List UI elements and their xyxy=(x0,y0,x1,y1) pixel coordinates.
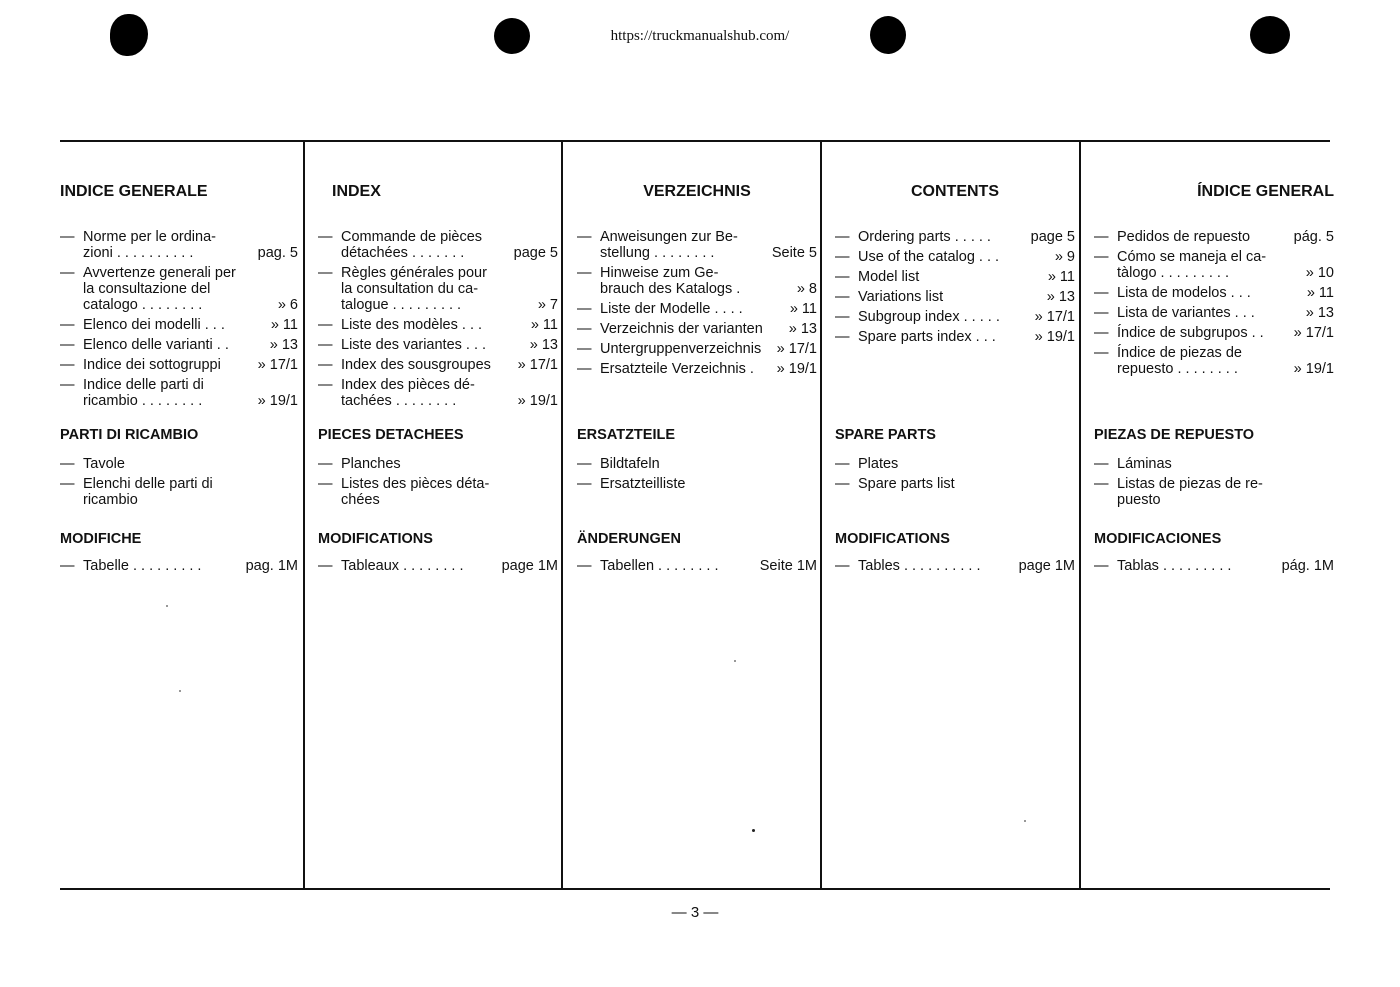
toc-entry xyxy=(318,377,558,409)
entry-text: Model list xyxy=(858,269,920,285)
entry-page-ref: » 19/1 xyxy=(1034,329,1075,345)
entry-page-ref: » 13 xyxy=(788,321,817,337)
entry-dash: — xyxy=(60,317,75,333)
scan-speck xyxy=(179,690,181,692)
entry-dash: — xyxy=(318,317,333,333)
entry-text: Tableaux . . . . . . . . xyxy=(341,558,464,574)
entry-page-ref: page 5 xyxy=(1030,229,1075,245)
entry-text: la consultation du ca- xyxy=(341,281,479,297)
entry-page-ref: » 17/1 xyxy=(517,357,558,373)
entry-dash: — xyxy=(835,249,850,265)
entry-dash: — xyxy=(60,476,75,492)
scan-speck xyxy=(752,829,755,832)
toc-entry xyxy=(60,558,298,574)
entry-dash: — xyxy=(577,229,592,245)
toc-entry xyxy=(577,265,817,297)
column-2 xyxy=(318,141,558,889)
entry-page-ref: » 11 xyxy=(789,301,817,317)
entry-text: Index des sousgroupes xyxy=(341,357,491,373)
toc-entry xyxy=(835,329,1075,345)
entry-text: Planches xyxy=(341,456,401,472)
toc-entry xyxy=(577,476,817,492)
entry-page-ref: pág. 1M xyxy=(1281,558,1334,574)
entry-dash: — xyxy=(577,476,592,492)
entry-dash: — xyxy=(60,558,75,574)
entry-text: Avvertenze generali per xyxy=(83,265,236,281)
entry-text: Plates xyxy=(858,456,899,472)
toc-entry xyxy=(835,558,1075,574)
toc-entry xyxy=(835,249,1075,265)
modifications-heading: MODIFICATIONS xyxy=(835,531,950,547)
entry-dash: — xyxy=(1094,345,1109,361)
entry-dash: — xyxy=(835,456,850,472)
entry-text: ricambio xyxy=(83,492,138,508)
toc-entry xyxy=(318,357,558,373)
entry-dash: — xyxy=(1094,305,1109,321)
entry-text: Hinweise zum Ge- xyxy=(600,265,719,281)
entry-dash: — xyxy=(835,309,850,325)
entry-text: Pedidos de repuesto xyxy=(1117,229,1251,245)
toc-entry xyxy=(1094,229,1334,245)
entry-text: Tabelle . . . . . . . . . xyxy=(83,558,202,574)
entry-dash: — xyxy=(1094,249,1109,265)
entry-text: Tables . . . . . . . . . . xyxy=(858,558,981,574)
toc-entry xyxy=(60,317,298,333)
toc-entry xyxy=(577,301,817,317)
entry-page-ref: » 11 xyxy=(1047,269,1075,285)
entry-dash: — xyxy=(577,361,592,377)
toc-entry xyxy=(835,309,1075,325)
toc-entry xyxy=(1094,285,1334,301)
parts-heading: PIEZAS DE REPUESTO xyxy=(1094,427,1255,443)
entry-text: Elenchi delle parti di xyxy=(83,476,213,492)
column-divider-4 xyxy=(1079,141,1081,889)
entry-dash: — xyxy=(318,337,333,353)
toc-entry xyxy=(318,317,558,333)
entry-text: Indice delle parti di xyxy=(83,377,204,393)
entry-dash: — xyxy=(835,329,850,345)
entry-page-ref: page 5 xyxy=(513,245,558,261)
entry-dash: — xyxy=(318,229,333,245)
page-number: — 3 — xyxy=(671,904,719,921)
toc-entry xyxy=(577,321,817,337)
entry-page-ref: » 6 xyxy=(277,297,298,313)
entry-page-ref: page 1M xyxy=(1018,558,1075,574)
toc-entry xyxy=(835,476,1075,492)
toc-entry xyxy=(318,558,558,574)
entry-page-ref: » 9 xyxy=(1054,249,1075,265)
entry-text: Index des pièces dé- xyxy=(341,377,475,393)
toc-entry xyxy=(835,229,1075,245)
toc-entry xyxy=(577,341,817,357)
entry-dash: — xyxy=(60,456,75,472)
entry-text: la consultazione del xyxy=(83,281,211,297)
entry-text: brauch des Katalogs . xyxy=(600,281,741,297)
entry-text: Tablas . . . . . . . . . xyxy=(1117,558,1232,574)
toc-entry xyxy=(60,476,298,508)
toc-entry xyxy=(318,337,558,353)
toc-entry xyxy=(318,229,558,261)
entry-page-ref: » 17/1 xyxy=(1293,325,1334,341)
parts-heading: PARTI DI RICAMBIO xyxy=(60,427,199,443)
entry-page-ref: » 13 xyxy=(269,337,298,353)
entry-text: Subgroup index . . . . . xyxy=(858,309,1000,325)
entry-dash: — xyxy=(577,321,592,337)
entry-dash: — xyxy=(60,265,75,281)
toc-entry xyxy=(577,456,817,472)
header-url: https://truckmanualshub.com/ xyxy=(610,28,790,44)
column-divider-1 xyxy=(303,141,305,889)
entry-text: Láminas xyxy=(1117,456,1172,472)
entry-text: Anweisungen zur Be- xyxy=(600,229,738,245)
column-divider-2 xyxy=(561,141,563,889)
entry-text: Bildtafeln xyxy=(600,456,660,472)
toc-entry xyxy=(577,558,817,574)
entry-text: chées xyxy=(341,492,380,508)
toc-entry xyxy=(60,456,298,472)
entry-dash: — xyxy=(577,456,592,472)
entry-page-ref: » 11 xyxy=(530,317,558,333)
entry-text: Índice de subgrupos . . xyxy=(1117,325,1264,341)
modifications-heading: ÄNDERUNGEN xyxy=(577,531,681,547)
toc-entry xyxy=(60,265,298,313)
entry-text: catalogo . . . . . . . . xyxy=(83,297,203,313)
column-5 xyxy=(1094,141,1334,889)
toc-entry xyxy=(1094,305,1334,321)
entry-text: puesto xyxy=(1117,492,1161,508)
entry-page-ref: » 19/1 xyxy=(776,361,817,377)
entry-dash: — xyxy=(835,269,850,285)
toc-entry xyxy=(318,265,558,313)
entry-dash: — xyxy=(318,476,333,492)
modifications-heading: MODIFICACIONES xyxy=(1094,531,1222,547)
column-title: ÍNDICE GENERAL xyxy=(1197,183,1334,200)
entry-page-ref: » 19/1 xyxy=(517,393,558,409)
entry-text: détachées . . . . . . . xyxy=(341,245,465,261)
column-divider-3 xyxy=(820,141,822,889)
toc-entry xyxy=(60,357,298,373)
column-title: INDICE GENERALE xyxy=(60,183,208,200)
entry-text: Règles générales pour xyxy=(341,265,487,281)
entry-text: Spare parts list xyxy=(858,476,955,492)
entry-dash: — xyxy=(835,476,850,492)
parts-heading: SPARE PARTS xyxy=(835,427,936,443)
toc-entry xyxy=(1094,456,1334,472)
entry-dash: — xyxy=(318,265,333,281)
entry-page-ref: » 17/1 xyxy=(1034,309,1075,325)
entry-page-ref: » 7 xyxy=(537,297,558,313)
toc-entry xyxy=(1094,558,1334,574)
toc-entry xyxy=(60,377,298,409)
entry-dash: — xyxy=(577,301,592,317)
entry-text: Ersatzteile Verzeichnis . xyxy=(600,361,754,377)
scan-speck xyxy=(166,605,168,607)
entry-text: talogue . . . . . . . . . xyxy=(341,297,462,313)
entry-page-ref: » 13 xyxy=(1305,305,1334,321)
scan-speck xyxy=(1024,820,1026,822)
entry-text: Liste der Modelle . . . . xyxy=(600,301,743,317)
entry-dash: — xyxy=(835,289,850,305)
entry-text: Listas de piezas de re- xyxy=(1117,476,1263,492)
modifications-heading: MODIFICHE xyxy=(60,531,142,547)
entry-dash: — xyxy=(1094,456,1109,472)
entry-dash: — xyxy=(60,229,75,245)
entry-text: repuesto . . . . . . . . xyxy=(1117,361,1238,377)
toc-entry xyxy=(1094,325,1334,341)
entry-page-ref: » 10 xyxy=(1305,265,1334,281)
parts-heading: PIECES DETACHEES xyxy=(318,427,464,443)
entry-text: Lista de variantes . . . xyxy=(1117,305,1255,321)
toc-entry xyxy=(1094,249,1334,281)
toc-entry xyxy=(318,476,558,508)
entry-dash: — xyxy=(1094,229,1109,245)
entry-page-ref: » 11 xyxy=(270,317,298,333)
column-title: CONTENTS xyxy=(911,183,999,200)
column-3 xyxy=(577,141,817,889)
entry-page-ref: » 13 xyxy=(1046,289,1075,305)
toc-entry xyxy=(60,337,298,353)
toc-entry xyxy=(577,361,817,377)
entry-text: Untergruppenverzeichnis xyxy=(600,341,762,357)
entry-page-ref: » 11 xyxy=(1306,285,1334,301)
entry-text: Commande de pièces xyxy=(341,229,483,245)
entry-page-ref: » 13 xyxy=(529,337,558,353)
entry-page-ref: pag. 5 xyxy=(257,245,298,261)
toc-entry xyxy=(1094,476,1334,508)
entry-text: Ordering parts . . . . . xyxy=(858,229,991,245)
toc-entry xyxy=(835,289,1075,305)
modifications-heading: MODIFICATIONS xyxy=(318,531,433,547)
entry-dash: — xyxy=(835,558,850,574)
column-title: INDEX xyxy=(332,183,381,200)
entry-page-ref: pag. 1M xyxy=(245,558,298,574)
entry-page-ref: » 17/1 xyxy=(776,341,817,357)
entry-text: Ersatzteilliste xyxy=(600,476,686,492)
entry-page-ref: » 19/1 xyxy=(257,393,298,409)
entry-text: Liste des modèles . . . xyxy=(341,317,483,333)
entry-page-ref: » 19/1 xyxy=(1293,361,1334,377)
entry-dash: — xyxy=(1094,476,1109,492)
entry-dash: — xyxy=(60,337,75,353)
entry-text: Spare parts index . . . xyxy=(858,329,996,345)
entry-dash: — xyxy=(577,558,592,574)
entry-text: tachées . . . . . . . . xyxy=(341,393,457,409)
parts-heading: ERSATZTEILE xyxy=(577,427,676,443)
entry-page-ref: Seite 1M xyxy=(759,558,817,574)
column-title: VERZEICHNIS xyxy=(643,183,751,200)
toc-entry xyxy=(1094,345,1334,377)
entry-text: Listes des pièces déta- xyxy=(341,476,490,492)
entry-dash: — xyxy=(1094,325,1109,341)
entry-text: ricambio . . . . . . . . xyxy=(83,393,203,409)
entry-page-ref: » 17/1 xyxy=(257,357,298,373)
entry-dash: — xyxy=(318,357,333,373)
entry-text: Elenco dei modelli . . . xyxy=(83,317,225,333)
entry-text: Indice dei sottogruppi xyxy=(83,357,221,373)
entry-dash: — xyxy=(318,456,333,472)
entry-dash: — xyxy=(1094,285,1109,301)
entry-dash: — xyxy=(835,229,850,245)
entry-text: zioni . . . . . . . . . . xyxy=(83,245,194,261)
entry-dash: — xyxy=(577,341,592,357)
toc-entry xyxy=(318,456,558,472)
entry-text: Elenco delle varianti . . xyxy=(83,337,229,353)
entry-page-ref: Seite 5 xyxy=(771,245,817,261)
entry-text: Liste des variantes . . . xyxy=(341,337,487,353)
entry-text: Verzeichnis der varianten xyxy=(600,321,763,337)
toc-entry xyxy=(835,269,1075,285)
entry-page-ref: » 8 xyxy=(796,281,817,297)
scan-speck xyxy=(734,660,736,662)
entry-text: Índice de piezas de xyxy=(1117,345,1242,361)
entry-text: Tabellen . . . . . . . . xyxy=(600,558,719,574)
entry-text: stellung . . . . . . . . xyxy=(600,245,715,261)
entry-page-ref: page 1M xyxy=(501,558,558,574)
entry-text: Cómo se maneja el ca- xyxy=(1117,249,1267,265)
entry-dash: — xyxy=(60,377,75,393)
entry-dash: — xyxy=(577,265,592,281)
column-4 xyxy=(835,141,1075,889)
entry-text: tàlogo . . . . . . . . . xyxy=(1117,265,1230,281)
entry-text: Variations list xyxy=(858,289,944,305)
column-1 xyxy=(60,141,298,889)
entry-page-ref: pág. 5 xyxy=(1293,229,1334,245)
entry-dash: — xyxy=(318,558,333,574)
entry-text: Norme per le ordina- xyxy=(83,229,216,245)
toc-entry xyxy=(577,229,817,261)
entry-dash: — xyxy=(1094,558,1109,574)
toc-entry xyxy=(835,456,1075,472)
entry-text: Lista de modelos . . . xyxy=(1117,285,1251,301)
entry-text: Use of the catalog . . . xyxy=(858,249,1000,265)
entry-dash: — xyxy=(60,357,75,373)
entry-text: Tavole xyxy=(83,456,125,472)
entry-dash: — xyxy=(318,377,333,393)
toc-entry xyxy=(60,229,298,261)
